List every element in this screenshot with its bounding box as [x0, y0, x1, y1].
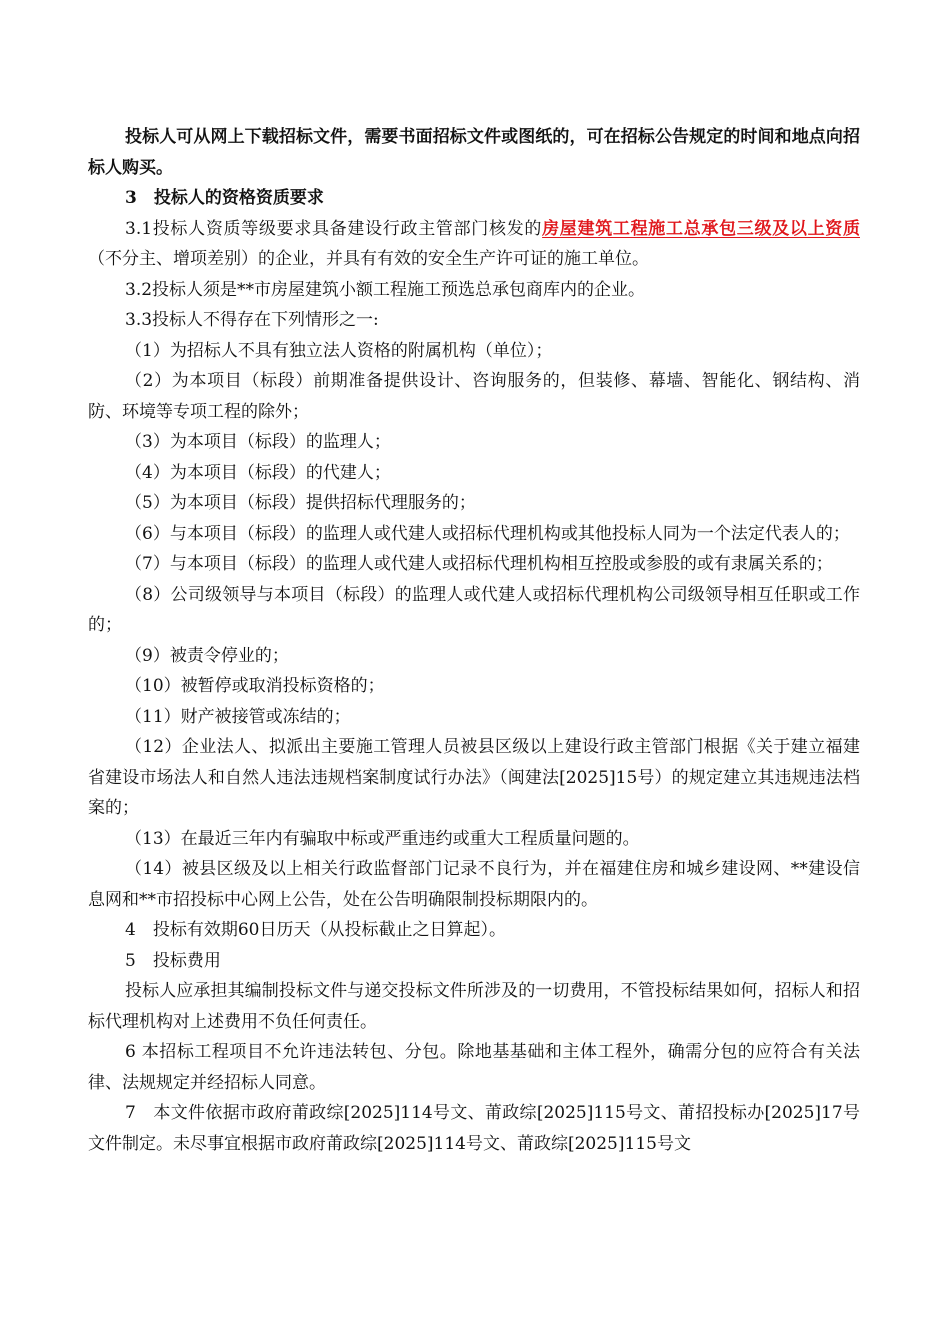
exclusion-item-8: （8）公司级领导与本项目（标段）的监理人或代建人或招标代理机构公司级领导相互任职或工作的； — [88, 584, 860, 635]
section-5-heading: 5 投标费用 — [125, 950, 221, 971]
exclusion-item-12: （12）企业法人、拟派出主要施工管理人员被县区级以上建设行政主管部门根据《关于建立福建省建设市场法人和自然人违法违规档案制度试行办法》（闽建法[2025]15号）的规定建立其违规违法档案的； — [88, 737, 860, 818]
intro-paragraph: 投标人可从网上下载招标文件，需要书面招标文件或图纸的，可在招标公告规定的时间和地点向招标人购买。 — [88, 127, 860, 178]
exclusion-item-4: （4）为本项目（标段）的代建人； — [125, 462, 391, 483]
clause-3-3: 3.3投标人不得存在下列情形之一: — [125, 310, 379, 330]
clause-3-1-after: （不分主、增项差别）的企业，并具有有效的安全生产许可证的施工单位。 — [88, 249, 649, 269]
section-4-validity: 4 投标有效期60日历天（从投标截止之日算起）。 — [125, 920, 506, 940]
section-3-heading: 3 投标人的资格资质要求 — [125, 188, 324, 208]
exclusion-item-9: （9）被责令停业的； — [125, 645, 289, 666]
exclusion-item-5: （5）为本项目（标段）提供招标代理服务的； — [125, 493, 476, 513]
clause-3-1-before: 3.1投标人资质等级要求具备建设行政主管部门核发的 — [125, 218, 543, 239]
exclusion-item-3: （3）为本项目（标段）的监理人； — [125, 432, 391, 452]
section-6: 6 本招标工程项目不允许违法转包、分包。除地基基础和主体工程外，确需分包的应符合有关法律、法规规定并经招标人同意。 — [88, 1042, 860, 1093]
exclusion-item-6: （6）与本项目（标段）的监理人或代建人或招标代理机构或其他投标人同为一个法定代表人的； — [125, 523, 850, 544]
section-7: 7 本文件依据市政府莆政综[2025]114号文、莆政综[2025]115号文、莆招投标办[2025]17号文件制定。未尽事宜根据市政府莆政综[2025]114号文、莆政综[2025]115号文 — [88, 1103, 860, 1154]
exclusion-item-2: （2）为本项目（标段）前期准备提供设计、咨询服务的，但装修、幕墙、智能化、钢结构、消防、环境等专项工程的除外； — [88, 371, 860, 422]
clause-3-1 — [88, 214, 860, 275]
section-5-body: 投标人应承担其编制投标文件与递交投标文件所涉及的一切费用，不管投标结果如何，招标人和招标代理机构对上述费用不负任何责任。 — [88, 981, 860, 1032]
clause-3-2: 3.2投标人须是**市房屋建筑小额工程施工预选总承包商库内的企业。 — [125, 279, 646, 300]
document-page — [88, 122, 860, 1159]
exclusion-item-7: （7）与本项目（标段）的监理人或代建人或招标代理机构相互控股或参股的或有隶属关系的； — [125, 554, 833, 574]
exclusion-item-13: （13）在最近三年内有骗取中标或严重违约或重大工程质量问题的。 — [125, 828, 640, 849]
exclusion-item-11: （11）财产被接管或冻结的； — [125, 706, 351, 727]
qualification-highlight: 房屋建筑工程施工总承包三级及以上资质 — [542, 218, 860, 239]
exclusion-item-1: （1）为招标人不具有独立法人资格的附属机构（单位）； — [125, 340, 553, 361]
exclusion-item-14: （14）被县区级及以上相关行政监督部门记录不良行为，并在福建住房和城乡建设网、**建设信息网和**市招投标中心网上公告，处在公告明确限制投标期限内的。 — [88, 859, 860, 910]
exclusion-item-10: （10）被暂停或取消投标资格的； — [125, 676, 385, 696]
